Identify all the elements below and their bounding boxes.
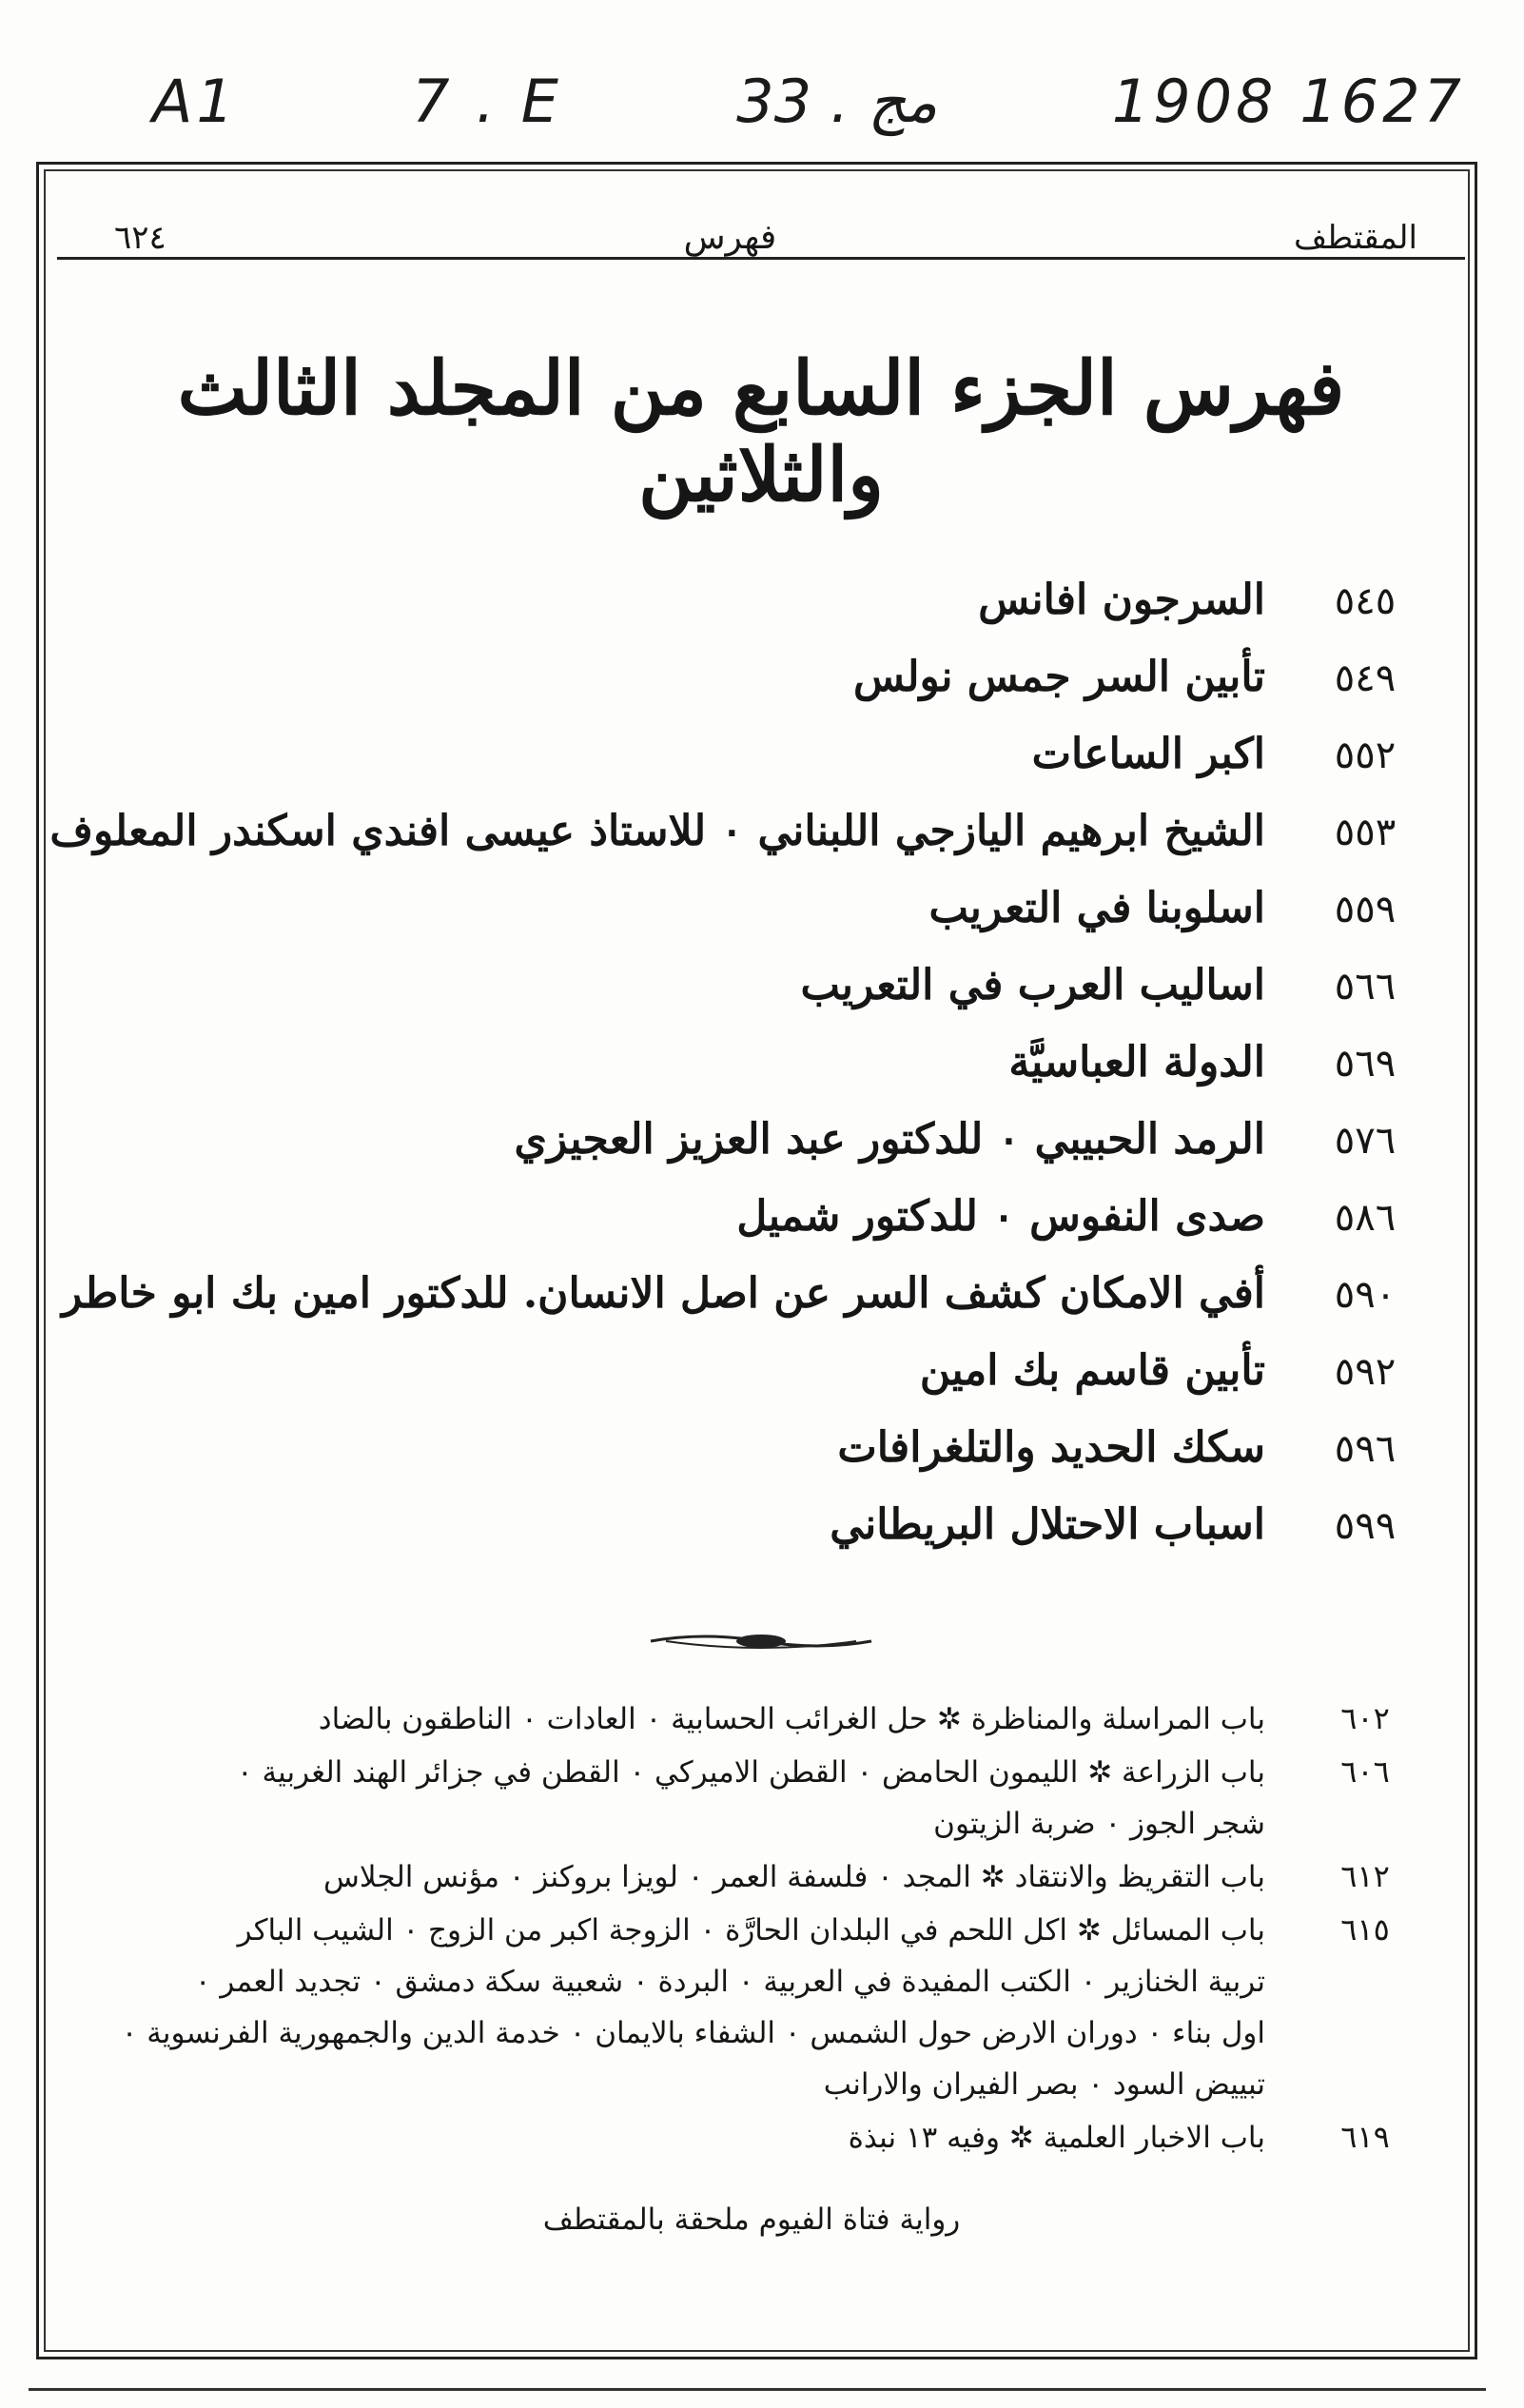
toc-entry[interactable] bbox=[57, 961, 1465, 1038]
section-entry[interactable] bbox=[57, 1858, 1465, 1911]
toc-entry[interactable] bbox=[57, 730, 1465, 807]
note-part: 33 . مج bbox=[736, 67, 938, 136]
contents-list bbox=[49, 576, 1465, 1577]
toc-entry[interactable] bbox=[57, 1500, 1465, 1577]
section-entry[interactable] bbox=[57, 1911, 1465, 2119]
section-page: ٦٠٢ bbox=[1340, 1700, 1390, 1736]
running-head bbox=[57, 181, 1465, 260]
toc-entry[interactable] bbox=[57, 1192, 1465, 1269]
toc-title: السرجون افانس bbox=[978, 576, 1265, 624]
toc-page: ٥٩٢ bbox=[1334, 1350, 1397, 1394]
toc-title: الرمد الحبيبي ٠ للدكتور عبد العزيز العجيزي bbox=[514, 1115, 1265, 1164]
toc-page: ٥٦٦ bbox=[1334, 965, 1397, 1008]
toc-page: ٥٥٩ bbox=[1334, 888, 1397, 931]
section-line: باب المراسلة والمناظرة ✲ حل الغرائب الحسابية ٠ العادات ٠ الناطقون بالضاد bbox=[318, 1702, 1265, 1736]
section-entry[interactable] bbox=[57, 1753, 1465, 1858]
section-page: ٦١٥ bbox=[1340, 1911, 1390, 1948]
toc-entry[interactable] bbox=[57, 1423, 1465, 1500]
toc-page: ٥٩٩ bbox=[1334, 1504, 1397, 1548]
toc-title: اكبر الساعات bbox=[1031, 730, 1265, 778]
section-line: باب المسائل ✲ اكل اللحم في البلدان الحارَّة ٠ الزوجة اكبر من الزوج ٠ الشيب الباكر bbox=[237, 1913, 1265, 1948]
section-entry[interactable] bbox=[57, 1700, 1465, 1753]
section-page: ٦١٢ bbox=[1340, 1858, 1390, 1894]
section-entry[interactable] bbox=[57, 2119, 1465, 2172]
toc-entry[interactable] bbox=[57, 653, 1465, 730]
note-part: A1 bbox=[152, 67, 238, 136]
page-title: فهرس الجزء السابع من المجلد الثالث والثلاثين bbox=[177, 345, 1345, 519]
toc-page: ٥٤٩ bbox=[1334, 656, 1397, 700]
toc-entry[interactable] bbox=[57, 1346, 1465, 1423]
toc-title: صدى النفوس ٠ للدكتور شميل bbox=[736, 1192, 1265, 1241]
toc-page: ٥٧٦ bbox=[1334, 1119, 1397, 1163]
toc-entry[interactable] bbox=[57, 1115, 1465, 1192]
toc-page: ٥٩٠ bbox=[1334, 1273, 1397, 1317]
toc-title: تأبين السر جمس نولس bbox=[853, 653, 1265, 701]
section-name: فهرس bbox=[683, 218, 777, 257]
toc-title: الشيخ ابرهيم اليازجي اللبناني ٠ للاستاذ عيسى افندي اسكندر المعلوف bbox=[49, 807, 1265, 855]
toc-page: ٥٦٩ bbox=[1334, 1042, 1397, 1086]
bottom-rule bbox=[29, 2388, 1486, 2391]
section-line: تبييض السود ٠ بصر الفيران والارانب bbox=[823, 2067, 1265, 2102]
supplement-note: رواية فتاة الفيوم ملحقة بالمقتطف bbox=[542, 2202, 961, 2237]
flourish-icon bbox=[647, 1630, 875, 1653]
toc-page: ٥٥٢ bbox=[1334, 734, 1397, 777]
sections-list bbox=[57, 1700, 1465, 2172]
toc-page: ٥٩٦ bbox=[1334, 1427, 1397, 1471]
section-line: باب الزراعة ✲ الليمون الحامض ٠ القطن الاميركي ٠ القطن في جزائر الهند الغربية ٠ bbox=[237, 1755, 1265, 1790]
ornament-divider bbox=[647, 1630, 875, 1653]
toc-title: اسباب الاحتلال البريطاني bbox=[830, 1500, 1265, 1549]
toc-entry[interactable] bbox=[57, 1269, 1465, 1346]
toc-entry[interactable] bbox=[57, 576, 1465, 653]
note-part: 7 . E bbox=[412, 67, 562, 136]
toc-title: اسلوبنا في التعريب bbox=[928, 884, 1265, 932]
section-line: اول بناء ٠ دوران الارض حول الشمس ٠ الشفاء بالايمان ٠ خدمة الدين والجمهورية الفرنسوية ٠ bbox=[121, 2016, 1265, 2050]
toc-title: تأبين قاسم بك امين bbox=[919, 1346, 1265, 1395]
section-line: شجر الجوز ٠ ضربة الزيتون bbox=[933, 1807, 1265, 1841]
handwritten-catalog-note bbox=[152, 67, 1465, 136]
toc-page: ٥٤٥ bbox=[1334, 579, 1397, 623]
toc-page: ٥٥٣ bbox=[1334, 811, 1397, 854]
toc-title: أفي الامكان كشف السر عن اصل الانسان. للدكتور امين بك ابو خاطر bbox=[61, 1269, 1265, 1318]
toc-entry[interactable] bbox=[49, 807, 1465, 884]
note-part: 1908 1627 bbox=[1111, 67, 1465, 136]
section-page: ٦١٩ bbox=[1340, 2119, 1390, 2155]
journal-name: المقتطف bbox=[1293, 219, 1417, 257]
page-number: ٦٢٤ bbox=[114, 219, 166, 257]
section-page: ٦٠٦ bbox=[1340, 1753, 1390, 1790]
toc-entry[interactable] bbox=[57, 1038, 1465, 1115]
toc-title: الدولة العباسيَّة bbox=[1008, 1038, 1265, 1087]
section-line: باب الاخبار العلمية ✲ وفيه ١٣ نبذة bbox=[848, 2121, 1265, 2155]
toc-entry[interactable] bbox=[57, 884, 1465, 961]
section-line: تربية الخنازير ٠ الكتب المفيدة في العربية ٠ البردة ٠ شعبية سكة دمشق ٠ تجديد العمر ٠ bbox=[194, 1965, 1265, 1999]
toc-title: سكك الحديد والتلغرافات bbox=[837, 1423, 1265, 1472]
page-content bbox=[49, 181, 1465, 2237]
toc-page: ٥٨٦ bbox=[1334, 1196, 1397, 1240]
toc-title: اساليب العرب في التعريب bbox=[800, 961, 1265, 1009]
section-line: باب التقريظ والانتقاد ✲ المجد ٠ فلسفة العمر ٠ لويزا بروكنز ٠ مؤنس الجلاس bbox=[323, 1860, 1265, 1894]
